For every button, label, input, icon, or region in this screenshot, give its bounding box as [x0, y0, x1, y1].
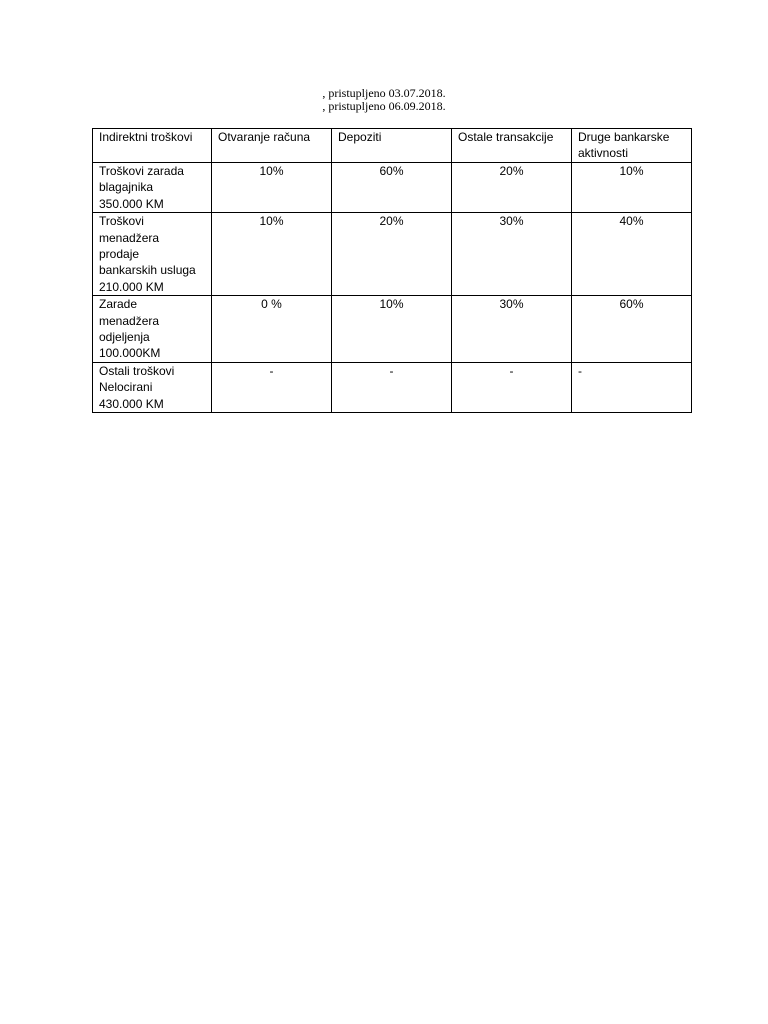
row-label-line: 210.000 KM [99, 279, 164, 294]
header-deposits [332, 129, 452, 163]
value-cell: 10% [332, 296, 452, 363]
header-text: Otvaranje računa [218, 130, 311, 144]
value-cell: 30% [452, 296, 572, 363]
value-cell: 0 % [212, 296, 332, 363]
row-label-cell [93, 296, 212, 363]
row-label-line: prodaje [99, 247, 140, 262]
row-label-line: 350.000 KM [99, 196, 164, 211]
table-row [93, 362, 692, 412]
table-row [93, 163, 692, 213]
header-account-opening [212, 129, 332, 163]
row-label-line: menadžera [99, 313, 160, 328]
value-cell: - [572, 362, 692, 412]
value-cell: 30% [452, 213, 572, 296]
access-note-2: , pristupljeno 06.09.2018. [322, 99, 446, 113]
header-indirect-costs [93, 129, 212, 163]
value-cell: 20% [332, 213, 452, 296]
row-label-line: menadžera [99, 230, 160, 245]
value-cell: 10% [212, 213, 332, 296]
row-label-line: bankarskih usluga [99, 263, 196, 278]
value-cell: 10% [212, 163, 332, 213]
table-row [93, 213, 692, 296]
value-cell: 20% [452, 163, 572, 213]
header-other-banking-activities [572, 129, 692, 163]
row-label-line: Zarade [99, 297, 138, 312]
row-label-line: Troškovi [99, 214, 144, 229]
row-label-line: Nelocirani [99, 380, 153, 395]
row-label-line: 430.000 KM [99, 396, 164, 411]
access-note-1: , pristupljeno 03.07.2018. [322, 86, 446, 100]
value-cell: - [452, 362, 572, 412]
table-header-row [93, 129, 692, 163]
header-text: Druge bankarske [578, 130, 670, 144]
value-cell: 60% [572, 296, 692, 363]
row-label-cell [93, 213, 212, 296]
row-label-cell [93, 163, 212, 213]
header-text: aktivnosti [578, 146, 629, 161]
row-label-cell [93, 362, 212, 412]
header-text: Ostale transakcije [458, 130, 554, 144]
row-label-line: 100.000KM [99, 346, 161, 361]
row-label-line: Troškovi zarada [99, 164, 184, 178]
access-notes [0, 87, 768, 113]
row-label-line: blagajnika [99, 180, 154, 195]
indirect-costs-table [92, 128, 692, 413]
header-other-transactions [452, 129, 572, 163]
value-cell: 60% [332, 163, 452, 213]
header-text: Depoziti [338, 130, 382, 144]
row-label-line: odjeljenja [99, 330, 150, 345]
value-cell: - [332, 362, 452, 412]
row-label-line: Ostali troškovi [99, 363, 175, 378]
value-cell: - [212, 362, 332, 412]
table-row [93, 296, 692, 363]
header-text: Indirektni troškovi [99, 130, 193, 144]
value-cell: 10% [572, 163, 692, 213]
value-cell: 40% [572, 213, 692, 296]
